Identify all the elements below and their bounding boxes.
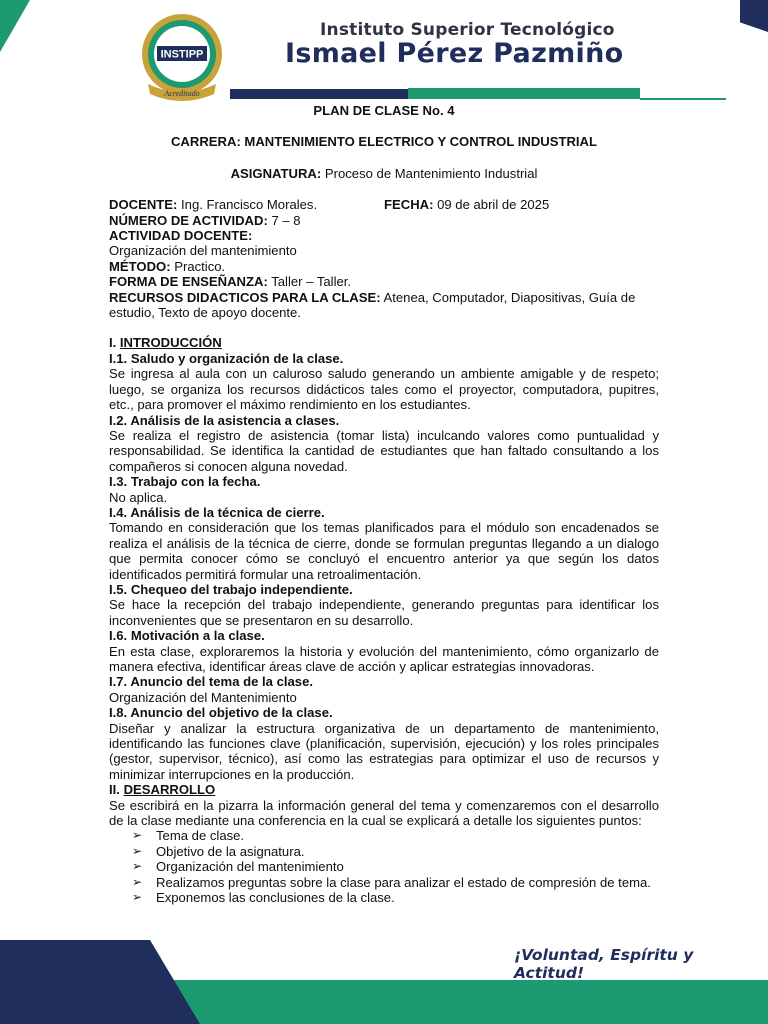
list-item: ➢ Organización del mantenimiento xyxy=(132,859,659,874)
numero-label: NÚMERO DE ACTIVIDAD: xyxy=(109,212,268,228)
docente-fecha-row xyxy=(109,197,659,212)
asignatura-line xyxy=(109,166,659,181)
metodo-line xyxy=(109,259,659,274)
forma-value: Taller – Taller. xyxy=(267,274,352,290)
paragraph: En esta clase, exploraremos la historia y evolución del mantenimiento, cómo organizarlo de manera efectiva, identificar áreas clave de acción y aplicar estrategias innovadoras. xyxy=(109,643,659,674)
paragraph: Organización del Mantenimiento xyxy=(109,689,297,705)
section-title: INTRODUCCIÓN xyxy=(119,335,222,351)
asignatura-label: ASIGNATURA: xyxy=(230,165,322,181)
section-desarrollo-heading xyxy=(109,782,659,797)
forma-line xyxy=(109,274,659,289)
section-number: II. xyxy=(109,782,124,798)
fecha-value: 09 de abril de 2025 xyxy=(433,197,550,213)
logo-text: INSTIPP xyxy=(160,48,204,61)
actividad-value: Organización del mantenimiento xyxy=(109,243,297,259)
fecha-label: FECHA: xyxy=(384,197,434,213)
paragraph: Tomando en consideración que los temas planificados para el módulo son encadenados se realiza el análisis de la técnica de cierre, donde se formulan preguntas llegando a un dialogo que permita conocer cómo se concluyó el encuentro anterior ya que según los datos identificados permitirá formular una retroalimentación. xyxy=(109,520,659,582)
header-bar-green xyxy=(408,88,640,99)
lesson-plan-body xyxy=(109,103,659,906)
institute-logo xyxy=(138,12,226,102)
recursos-value: Atenea, Computador, Diapositivas, Guía de estudio, Texto de apoyo docente. xyxy=(109,289,636,321)
recursos-line xyxy=(109,290,659,321)
section-introduccion-heading xyxy=(109,335,659,350)
numero-value: 7 – 8 xyxy=(267,212,301,228)
subsection-heading: I.5. Chequeo del trabajo independiente. xyxy=(109,581,353,597)
carrera-line: CARRERA: MANTENIMIENTO ELECTRICO Y CONTROL INDUSTRIAL xyxy=(170,134,598,150)
forma-label: FORMA DE ENSEÑANZA: xyxy=(109,274,268,290)
numero-actividad-line xyxy=(109,213,659,228)
docente-value: Ing. Francisco Morales. xyxy=(177,197,318,213)
subsection-heading: I.6. Motivación a la clase. xyxy=(109,628,265,644)
subsection-heading: I.1. Saludo y organización de la clase. xyxy=(109,350,344,366)
footer-slogan: ¡Voluntad, Espíritu y Actitud! xyxy=(514,946,694,982)
subsection-heading: I.2. Análisis de la asistencia a clases. xyxy=(109,412,340,428)
header-bar-navy xyxy=(230,89,408,99)
paragraph: Se realiza el registro de asistencia (tomar lista) inculcando valores como puntualidad y responsabilidad. Se identifica la cantidad de estudiantes que han faltado consultando a los compañeros si conocen alguna novedad. xyxy=(109,427,659,474)
metodo-value: Practico. xyxy=(170,258,226,274)
actividad-label: ACTIVIDAD DOCENTE: xyxy=(109,228,253,244)
section-title: DESARROLLO xyxy=(123,782,216,798)
bullet-list xyxy=(109,828,659,905)
institute-subtitle: Instituto Superior Tecnológico xyxy=(320,20,615,40)
list-item: ➢ Objetivo de la asignatura. xyxy=(132,844,659,859)
corner-decoration-right xyxy=(740,0,768,32)
subsection-heading: I.3. Trabajo con la fecha. xyxy=(109,474,261,490)
subsection-heading: I.4. Análisis de la técnica de cierre. xyxy=(109,504,325,520)
list-item: ➢ Exponemos las conclusiones de la clase. xyxy=(132,890,659,905)
docente-label: DOCENTE: xyxy=(109,197,178,213)
plan-title: PLAN DE CLASE No. 4 xyxy=(313,103,455,118)
subsection-heading: I.7. Anuncio del tema de la clase. xyxy=(109,674,313,690)
paragraph: Se ingresa al aula con un caluroso saludo generando un ambiente amigable y de respeto; luego, se organiza los recursos didácticos tales como el proyector, computadora, pupitres, etc., para promover el máximo rendimiento en los estudiantes. xyxy=(109,366,659,413)
header-rule xyxy=(640,98,726,100)
paragraph: No aplica. xyxy=(109,489,168,505)
list-item: ➢ Realizamos preguntas sobre la clase para analizar el estado de compresión de tema. xyxy=(132,875,659,890)
paragraph: Se hace la recepción del trabajo independiente, generando preguntas para identificar los inconvenientes que se presentaron en su desarrollo. xyxy=(109,597,659,628)
section-number: I. xyxy=(109,335,120,351)
subsection-heading: I.8. Anuncio del objetivo de la clase. xyxy=(109,705,333,721)
corner-decoration-left xyxy=(0,0,30,52)
paragraph: Diseñar y analizar la estructura organizativa de un departamento de mantenimiento, identificando las funciones clave (planificación, supervisión, ejecución) y los roles principales (gestor, supervisor, técnico), así como las estrategias para optimizar el uso de recursos y minimizar interrupciones en la producción. xyxy=(109,720,659,782)
metodo-label: MÉTODO: xyxy=(109,258,171,274)
asignatura-value: Proceso de Mantenimiento Industrial xyxy=(321,165,538,181)
list-item: ➢ Tema de clase. xyxy=(132,828,659,843)
paragraph: Se escribirá en la pizarra la información general del tema y comenzaremos con el desarrollo de la clase mediante una conferencia en la cual se explicará a detalle los siguientes puntos: xyxy=(109,797,659,829)
logo-ribbon-text: Acreditado xyxy=(164,89,200,98)
institute-name: Ismael Pérez Pazmiño xyxy=(285,38,624,69)
recursos-label: RECURSOS DIDACTICOS PARA LA CLASE: xyxy=(109,289,381,305)
